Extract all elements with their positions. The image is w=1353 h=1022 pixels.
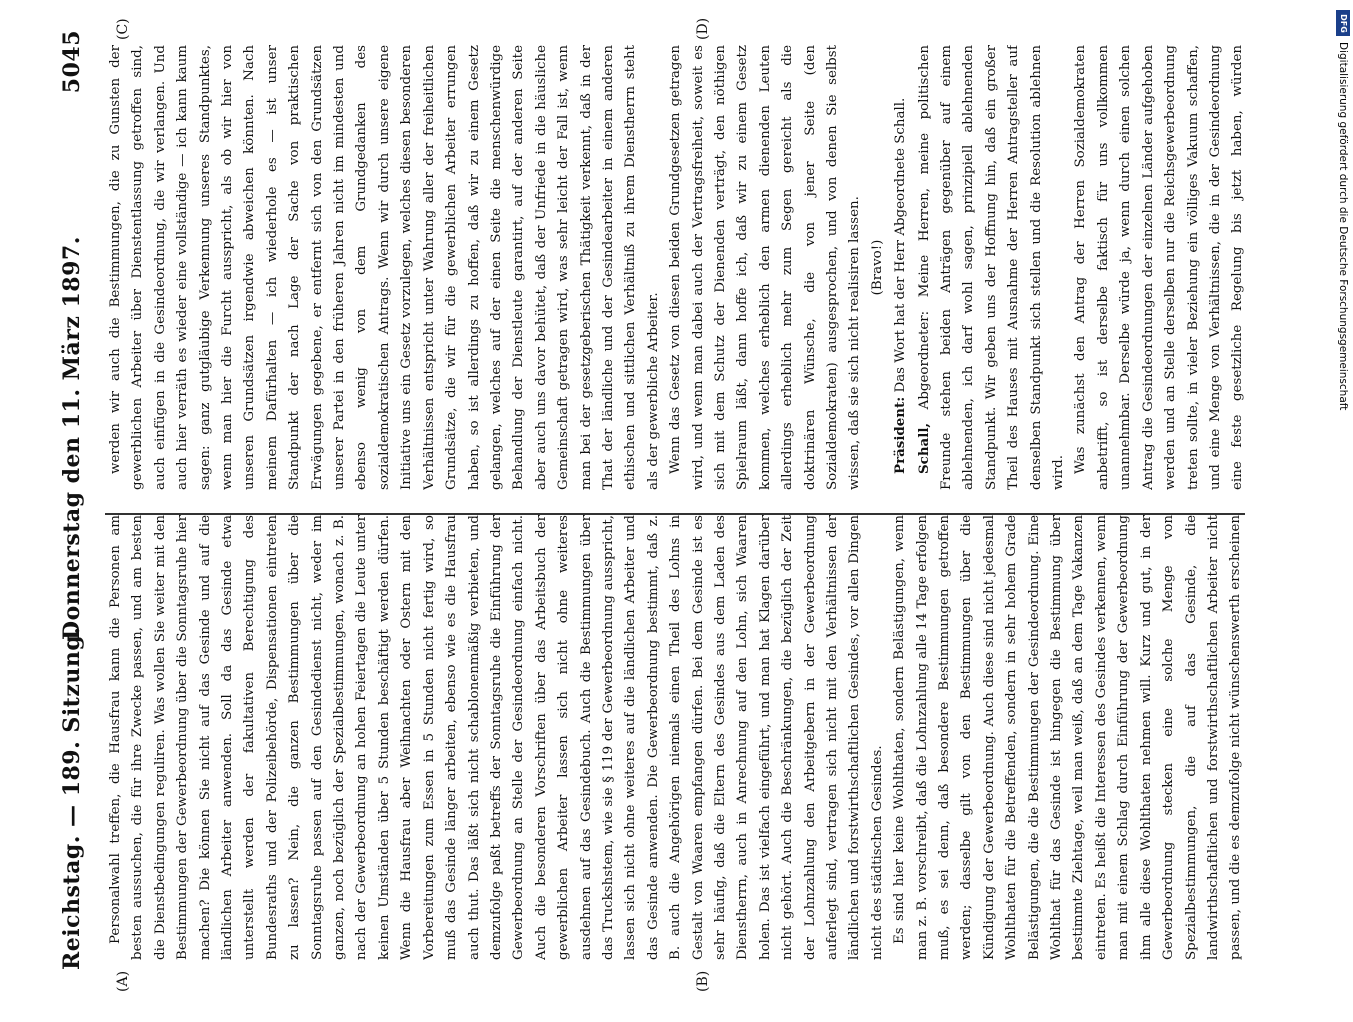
paragraph: Wenn das Gesetz von diesen beiden Grundgesetzen getragen wird, und wenn man dabei auch der Vertragsfreiheit, soweit es sich mit dem Schutz der Dienenden verträgt, den nöthigen Spielraum läßt, dann hoffe ich, daß wir zu einem Gesetz kommen, welches erheblich den armen dienenden Leuten allerdings erheblich mehr zum Segen gereicht als die doktrinären Wünsche, die von jener Seite (den Sozialdemokraten) ausgesprochen, und von denen Sie selbst wissen, daß sie sich nicht realisiren lassen. [668, 45, 863, 490]
margin-mark-c: (C) [115, 18, 131, 40]
speech-text: Abgeordneter: Meine Herren, meine politischen Freunde stehen beiden Anträgen gegenüber auf einem ablehnenden, ich darf wohl sagen, prinzipiell ablehnenden Standpunkt. Wir geben uns der Hoffnung hin, daß ein großer Theil des Hauses mit Ausnahme der Herren Antragsteller auf denselben Standpunkt sich stellen und die Resolution ablehnen wird. [916, 45, 1067, 490]
rotated-page [35, 0, 1265, 1000]
page-number: 5045 [59, 30, 85, 94]
running-head-left: Reichstag. — 189. Sitzung. [59, 626, 85, 970]
margin-mark-b: (B) [695, 970, 711, 992]
paragraph: Personalwahl treffen, die Hausfrau kann die Personen am besten aussuchen, die für ihre Zwecke passen, und am besten die Dienstbedingungen reguliren. Was wollen Sie weiter mit den Bestimmungen der Gewerbeordnung über die Sonntagsruhe hier machen? Die können Sie nicht auf das Gesinde und auf die ländlichen Arbeiter anwenden. Soll da das Gesinde etwa unterstellt werden der fakultativen Berechtigung des Bundesraths und der Polizeibehörde, Dispensationen eintreten zu lassen? Nein, die ganzen Bestimmungen über die Sonntagsruhe passen auf den Gesindedienst nicht, weder im ganzen, noch bezüglich der Spezialbestimmungen, wonach z. B. nach der Gewerbeordnung an hohen Feiertagen die Leute unter keinen Umständen über 5 Stunden beschäftigt werden dürfen. Wenn die Hausfrau aber Weihnachten oder Ostern mit den Vorbereitungen zum Essen in 5 Stunden nicht fertig wird, so muß das Gesinde länger arbeiten, ebenso wie es die Hausfrau auch thut. Das läßt sich nicht schablonenmäßig verbieten, und demzufolge paßt betreffs der Sonntagsruhe die Einführung der Gewerbeordnung an Stelle der Gesindeordnung einfach nicht. Auch die besonderen Vorschriften über das Arbeitsbuch der gewerblichen Arbeiter lassen sich nicht ohne weiteres ausdehnen auf das Gesindebuch. Auch die Bestimmungen über das Truckshstem, wie sie § 119 der Gewerbeordnung ausspricht, lassen sich nicht ohne weiteres auf die ländlichen Arbeiter und das Gesinde anwenden. Die Gewerbeordnung bestimmt, daß z. B. auch die Angehörigen niemals einen Theil des Lohns in Gestalt von Waaren empfangen dürfen. Bei dem Gesinde ist es sehr häufig, daß die Eltern des Gesindes aus dem Laden des Dienstherrn, auch in Anrechnung auf den Lohn, sich Waaren holen. Das ist vielfach eingeführt, und man hat Klagen darüber nicht gehört. Auch die Beschränkungen, die bezüglich der Zeit der Lohnzahlung den Arbeitgebern in der Gewerbeordnung auferlegt sind, vertragen sich nicht mit den Verhältnissen der ländlichen und forstwirthschaftlichen Gesindes, vor allen Dingen nicht des städtischen Gesindes. [108, 515, 885, 960]
credit-text: Digitalisierung gefördert durch die Deutsche Forschungsgemeinschaft [1337, 42, 1349, 411]
speaker-paragraph [913, 45, 1071, 490]
speech-text: Das Wort hat der Herr Abgeordnete Schall. [893, 97, 909, 393]
paragraph: Es sind hier keine Wohlthaten, sondern Belästigungen, wenn man z. B. vorschreibt, daß die Lohnzahlung alle 14 Tage erfolgen muß, es sei denn, daß besondere Bestimmungen getroffen werden; dasselbe gilt von den Bestimmungen über die Kündigung der Gewerbeordnung. Auch diese sind nicht jedesmal Wohlthaten für die Betreffenden, sondern in sehr hohem Grade Belästigungen, die die Bestimmungen der Gesindeordnung. Eine Wohlthat für das Gesinde ist hingegen die Bestimmung über bestimmte Ziehtage, weil man weiß, daß an dem Tage Vakanzen eintreten. Es heißt die Interessen des Gesindes verkennen, wenn man mit einem Schlag durch Einführung der Gewerbeordnung ihm alle diese Wohlthaten nehmen will. Kurz und gut, in der Gewerbeordnung stecken eine solche Menge von Spezialbestimmungen, die auf das Gesinde, die landwirthschaftlichen und forstwirthschaftlichen Arbeiter nicht passen, und die es demzufolge nicht wünschenswerth erscheinen [892, 515, 1244, 960]
margin-mark-a: (A) [115, 970, 131, 992]
running-head-date: Donnerstag den 11. März 1897. [59, 236, 85, 640]
digitization-credit [1335, 42, 1349, 1022]
column-divider [105, 513, 1245, 515]
interjection: (Bravo!) [869, 239, 885, 296]
page-header [51, 30, 91, 970]
left-column [105, 515, 1245, 960]
speaker-name: Schall, [915, 422, 932, 474]
speaker-paragraph [889, 45, 912, 490]
paragraph: werden wir auch die Bestimmungen, die zu Gunsten der gewerblichen Arbeiter über Dienstentlassung getroffen sind, auch einfügen in die Gesindeordnung, die wir verlangen. Und auch hier verräth es wieder eine vollständige — ich kann kaum sagen: ganz gutgläubige Verkennung unseres Standpunktes, wenn man hier die Furcht ausspricht, als ob wir hier von unseren Grundsätzen irgendwie abweichen könnten. Nach meinem Dafürhalten — ich wiederhole es — ist unser Standpunkt der nach Lage der Sache von praktischen Erwägungen gegebene, er entfernt sich von den Grundsätzen unserer Partei in den früheren Jahren nicht im mindesten und ebenso wenig von dem Grundgedanken des sozialdemokratischen Antrags. Wenn wir durch unsere eigene Initiative uns ein Gesetz vorzulegen, welches diesen besonderen Verhältnissen entspricht unter Wahrung aller der freiheitlichen Grundsätze, die wir für die gewerblichen Arbeiter errungen haben, so ist allerdings zu hoffen, daß wir zu einem Gesetz gelangen, welches auf der einen Seite die menschenwürdige Behandlung der Dienstleute garantirt, auf der anderen Seite aber auch uns davor behütet, daß der Unfriede in die häusliche Gemeinschaft getragen wird, was sehr leicht der Fall ist, wenn man bei der gesetzgeberischen Thätigkeit verkennt, daß in der That der ländliche und der Gesindearbeiter in einem anderen ethischen und sittlichen Verhältniß zu ihrem Dienstherrn steht als der gewerbliche Arbeiter. [108, 45, 661, 490]
margin-mark-d: (D) [695, 17, 711, 40]
paragraph: Was zunächst den Antrag der Herren Sozialdemokraten anbetrifft, so ist derselbe faktisch für uns vollkommen unannehmbar. Derselbe würde ja, wenn durch einen solchen Antrag die Gesindeordnungen der einzelnen Länder aufgehoben werden und an Stelle derselben nur die Reichsgewerbeordnung treten sollte, in vieler Beziehung ein völliges Vakuum schaffen, und eine Menge von Verhältnissen, die in der Gesindeordnung eine feste gesetzliche Regelung bis jetzt haben, würden [1073, 45, 1245, 490]
right-column [105, 45, 1245, 490]
speaker-name: Präsident: [892, 396, 909, 474]
dfg-logo: DFG [1336, 10, 1350, 36]
